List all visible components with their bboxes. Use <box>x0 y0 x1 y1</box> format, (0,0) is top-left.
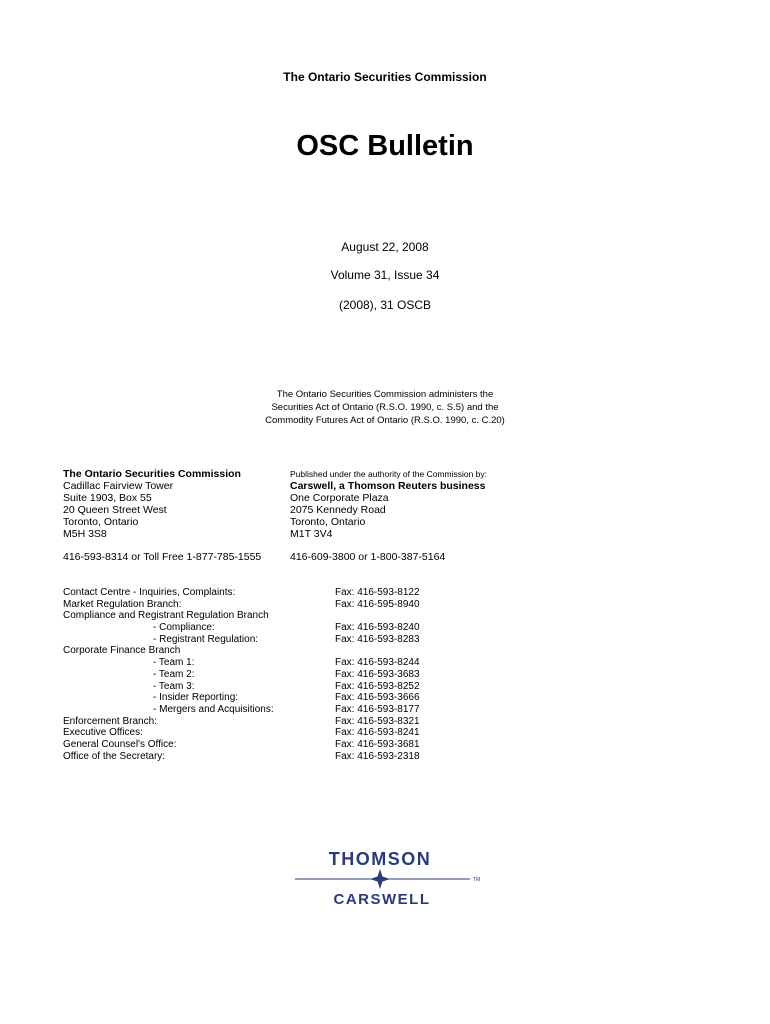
administration-statement <box>0 388 770 427</box>
contact-label: - Insider Reporting: <box>153 692 239 704</box>
osc-name: The Ontario Securities Commission <box>63 468 241 480</box>
osc-address-block <box>63 468 241 540</box>
fax-number: Fax: 416-593-3683 <box>335 668 420 680</box>
contact-label: - Registrant Regulation: <box>153 633 259 645</box>
address-line: Toronto, Ontario <box>63 516 139 528</box>
fax-number <box>335 645 420 657</box>
osc-phone: 416-593-8314 or Toll Free 1-877-785-1555 <box>63 551 262 563</box>
thomson-carswell-logo <box>290 845 490 915</box>
fax-number: Fax: 416-593-8240 <box>335 622 420 634</box>
fax-number: Fax: 416-593-8252 <box>335 680 420 692</box>
fax-number: Fax: 416-593-8177 <box>335 703 420 715</box>
organization-heading: The Ontario Securities Commission <box>283 70 487 84</box>
fax-number: Fax: 416-593-8122 <box>335 587 420 598</box>
admin-line: Securities Act of Ontario (R.S.O. 1990, c. S.5) and the <box>271 402 499 413</box>
contact-label: - Compliance: <box>153 622 215 634</box>
issue-date: August 22, 2008 <box>341 240 429 254</box>
citation: (2008), 31 OSCB <box>338 298 432 312</box>
fax-number: Fax: 416-593-3681 <box>335 738 420 750</box>
fax-number-list <box>335 587 420 762</box>
contact-label: Office of the Secretary: <box>63 750 166 762</box>
logo-word-thomson: THOMSON <box>328 849 432 869</box>
address-line: 20 Queen Street West <box>63 504 167 516</box>
logo-trademark: TM <box>473 877 481 883</box>
contact-label: Contact Centre - Inquiries, Complaints: <box>63 587 236 598</box>
address-line: 2075 Kennedy Road <box>290 504 386 516</box>
contact-label-list <box>63 587 274 762</box>
contact-label: - Team 3: <box>153 680 195 692</box>
publisher-note: Published under the authority of the Commission by: <box>290 469 488 479</box>
contact-label: Corporate Finance Branch <box>63 645 181 657</box>
volume-issue: Volume 31, Issue 34 <box>330 268 440 282</box>
contact-label: - Team 1: <box>153 657 195 669</box>
publisher-name: Carswell, a Thomson Reuters business <box>290 480 486 492</box>
admin-line: Commodity Futures Act of Ontario (R.S.O. 1990, c. C.20) <box>265 415 505 426</box>
logo-word-carswell: CARSWELL <box>333 891 431 908</box>
address-line: One Corporate Plaza <box>290 492 389 504</box>
address-line: Cadillac Fairview Tower <box>63 480 174 492</box>
publisher-address-block <box>290 468 487 540</box>
address-line: M1T 3V4 <box>290 528 333 540</box>
address-line: M5H 3S8 <box>63 528 107 540</box>
address-line: Toronto, Ontario <box>290 516 366 528</box>
bulletin-title: OSC Bulletin <box>296 130 474 162</box>
fax-number <box>335 610 420 622</box>
fax-number: Fax: 416-593-3666 <box>335 692 420 704</box>
fax-number: Fax: 416-595-8940 <box>335 598 420 610</box>
contact-label: - Team 2: <box>153 668 195 680</box>
contact-label: - Mergers and Acquisitions: <box>153 703 274 715</box>
fax-number: Fax: 416-593-8283 <box>335 633 420 645</box>
fax-number: Fax: 416-593-8241 <box>335 727 420 739</box>
star-icon <box>370 869 390 889</box>
admin-line: The Ontario Securities Commission administers the <box>276 389 494 400</box>
address-line: Suite 1903, Box 55 <box>63 492 152 504</box>
contact-label: Executive Offices: <box>63 727 143 739</box>
contact-label: General Counsel's Office: <box>63 738 177 750</box>
fax-number: Fax: 416-593-8244 <box>335 657 420 669</box>
thomson-carswell-logo-mark <box>290 845 490 915</box>
fax-number: Fax: 416-593-2318 <box>335 750 420 762</box>
contact-label: Compliance and Registrant Regulation Branch <box>63 610 269 622</box>
contact-label: Enforcement Branch: <box>63 715 157 727</box>
contact-label: Market Regulation Branch: <box>63 598 182 610</box>
fax-number: Fax: 416-593-8321 <box>335 715 420 727</box>
publisher-phone: 416-609-3800 or 1-800-387-5164 <box>290 551 446 563</box>
